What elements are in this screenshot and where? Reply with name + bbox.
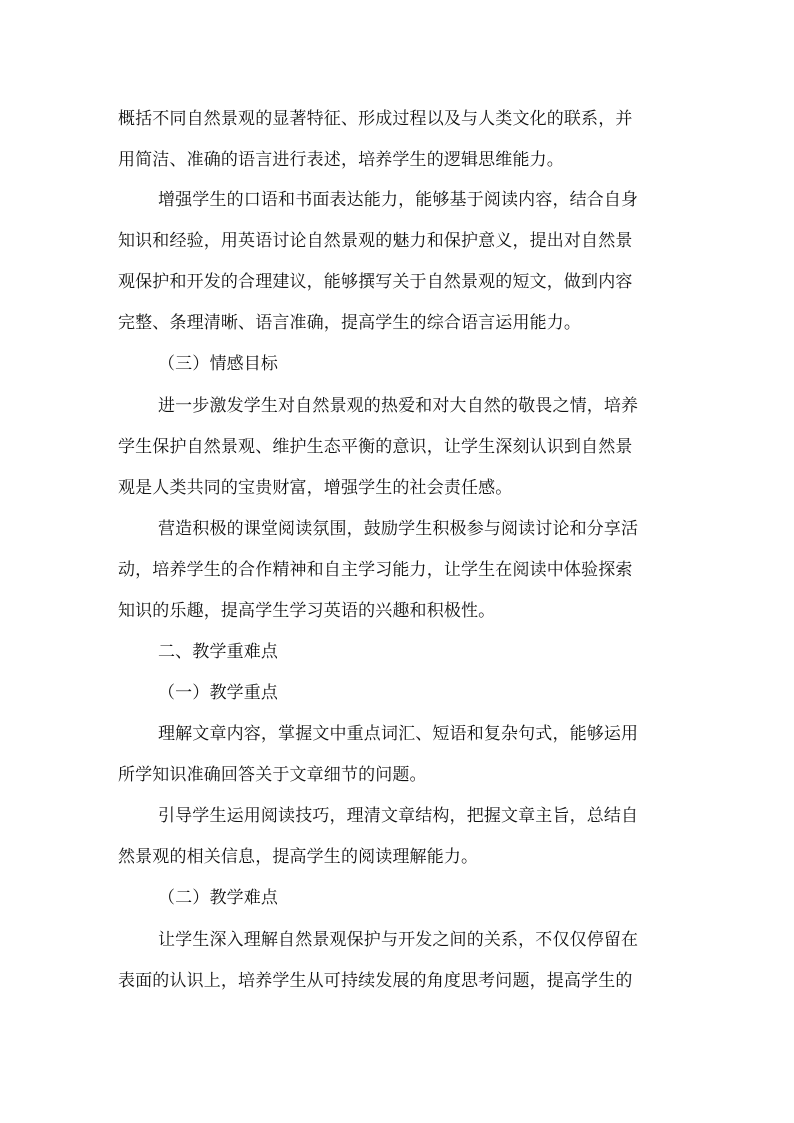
paragraph-line: 表面的认识上，培养学生从可持续发展的角度思考问题，提高学生的: [118, 971, 633, 991]
paragraph-line: 然景观的相关信息，提高学生的阅读理解能力。: [118, 847, 479, 867]
paragraph-line: 学生保护自然景观、维护生态平衡的意识，让学生深刻认识到自然景: [118, 437, 633, 457]
paragraph-line: 完整、条理清晰、语言准确，提高学生的综合语言运用能力。: [118, 313, 582, 333]
paragraph-line: 所学知识准确回答关于文章细节的问题。: [118, 765, 427, 785]
paragraph-line: 观保护和开发的合理建议，能够撰写关于自然景观的短文，做到内容: [118, 272, 633, 292]
paragraph-line: 进一步激发学生对自然景观的热爱和对大自然的敬畏之情，培养: [158, 396, 639, 416]
section-heading: 二、教学重难点: [158, 642, 279, 662]
paragraph-line: 动，培养学生的合作精神和自主学习能力，让学生在阅读中体验探索: [118, 560, 633, 580]
subsection-heading: （二）教学难点: [158, 888, 279, 908]
paragraph-line: 用简洁、准确的语言进行表述，培养学生的逻辑思维能力。: [118, 150, 564, 170]
paragraph-line: 知识的乐趣，提高学生学习英语的兴趣和积极性。: [118, 601, 496, 621]
paragraph-line: 理解文章内容，掌握文中重点词汇、短语和复杂句式，能够运用: [158, 724, 639, 744]
section-heading: （三）情感目标: [158, 354, 279, 374]
paragraph-line: 增强学生的口语和书面表达能力，能够基于阅读内容，结合自身: [158, 190, 639, 210]
paragraph-line: 营造积极的课堂阅读氛围，鼓励学生积极参与阅读讨论和分享活: [158, 519, 639, 539]
subsection-heading: （一）教学重点: [158, 683, 279, 703]
paragraph-line: 观是人类共同的宝贵财富，增强学生的社会责任感。: [118, 478, 513, 498]
paragraph-line: 知识和经验，用英语讨论自然景观的魅力和保护意义，提出对自然景: [118, 231, 633, 251]
paragraph-line: 引导学生运用阅读技巧，理清文章结构，把握文章主旨，总结自: [158, 806, 639, 826]
paragraph-line: 让学生深入理解自然景观保护与开发之间的关系，不仅仅停留在: [158, 930, 639, 950]
paragraph-line: 概括不同自然景观的显著特征、形成过程以及与人类文化的联系，并: [118, 109, 633, 129]
